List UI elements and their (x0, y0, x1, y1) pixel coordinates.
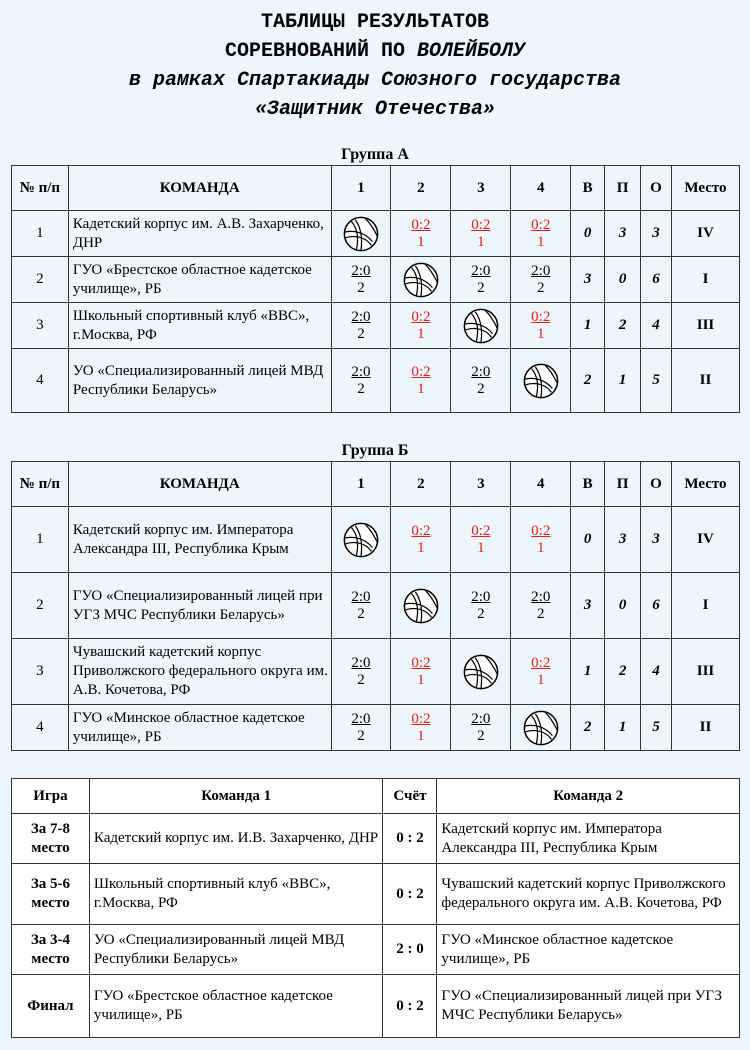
finals-header-score: Счёт (383, 779, 437, 814)
score (411, 364, 430, 398)
volleyball-icon (462, 307, 500, 345)
wins: 3 (571, 257, 605, 303)
group-a-header-row (12, 166, 740, 211)
match-score: 0 : 2 (383, 975, 437, 1038)
set-score: 2:0 (351, 654, 371, 671)
match-result (331, 257, 391, 303)
table-row (12, 507, 740, 573)
match-result (511, 211, 571, 257)
wins: 1 (571, 639, 605, 705)
match-points: 2 (357, 671, 365, 688)
match-result (391, 639, 451, 705)
finals-header-team1: Команда 1 (89, 779, 383, 814)
match-points: 1 (536, 233, 545, 250)
header-losses: П (605, 166, 641, 211)
row-number: 1 (12, 507, 69, 573)
score (471, 263, 490, 297)
team-name: ГУО «Минское областное кадетское училище», РБ (68, 705, 331, 751)
team-name: ГУО «Брестское областное кадетское училище», РБ (68, 257, 331, 303)
match-points: 2 (357, 279, 365, 296)
team-1: Кадетский корпус им. И.В. Захарченко, ДНР (89, 814, 383, 864)
title-line-1: ТАБЛИЦЫ РЕЗУЛЬТАТОВ (260, 11, 490, 34)
team-2: ГУО «Специализированный лицей при УГЗ МЧС Республики Беларусь» (437, 975, 740, 1038)
match-result (511, 507, 571, 573)
set-score: 2:0 (471, 363, 491, 380)
score (531, 523, 550, 557)
match-points: 1 (477, 233, 485, 250)
finals-table (11, 778, 740, 1038)
match-points: 2 (477, 380, 485, 397)
score (351, 263, 370, 297)
score (471, 523, 490, 557)
match-points: 2 (536, 279, 545, 296)
match-result (331, 705, 391, 751)
losses: 0 (605, 573, 641, 639)
game-name: За 5-6 место (12, 864, 90, 925)
match-points: 2 (357, 605, 365, 622)
match-result (511, 639, 571, 705)
points: 3 (641, 211, 672, 257)
match-points: 1 (417, 539, 425, 556)
table-row (12, 864, 740, 925)
self-match-cell (451, 639, 511, 705)
match-result (511, 257, 571, 303)
wins: 2 (571, 705, 605, 751)
table-row (12, 573, 740, 639)
points: 5 (641, 349, 672, 413)
score (531, 309, 550, 343)
match-result (451, 573, 511, 639)
set-score: 0:2 (471, 522, 491, 539)
match-result (511, 573, 571, 639)
wins: 0 (571, 507, 605, 573)
finals-header-team2: Команда 2 (437, 779, 740, 814)
row-number: 4 (12, 705, 69, 751)
header-col-3: 3 (451, 166, 511, 211)
losses: 2 (605, 303, 641, 349)
match-result (391, 507, 451, 573)
team-name: Чувашский кадетский корпус Приволжского федерального округа им. А.В. Кочетова, РФ (68, 639, 331, 705)
self-match-cell (451, 303, 511, 349)
self-match-cell (331, 507, 391, 573)
match-result (391, 349, 451, 413)
table-row (12, 639, 740, 705)
set-score: 2:0 (531, 588, 551, 605)
match-points: 1 (417, 325, 425, 342)
set-score: 0:2 (531, 522, 551, 539)
losses: 2 (605, 639, 641, 705)
set-score: 2:0 (531, 262, 551, 279)
place: IV (671, 211, 739, 257)
match-score: 0 : 2 (383, 864, 437, 925)
score (351, 655, 370, 689)
points: 4 (641, 303, 672, 349)
team-2: Кадетский корпус им. Императора Александра III, Республика Крым (437, 814, 740, 864)
row-number: 4 (12, 349, 69, 413)
match-result (331, 349, 391, 413)
score (471, 217, 490, 251)
volleyball-icon (402, 587, 440, 625)
score (471, 711, 490, 745)
match-result (391, 705, 451, 751)
score (531, 263, 550, 297)
header-col-4: 4 (511, 166, 571, 211)
game-name: За 7-8 место (12, 814, 90, 864)
score (351, 309, 370, 343)
header-col-2: 2 (391, 166, 451, 211)
score (531, 217, 550, 251)
header-col-4: 4 (511, 462, 571, 507)
set-score: 2:0 (471, 710, 491, 727)
match-points: 1 (417, 380, 425, 397)
match-result (331, 573, 391, 639)
match-points: 1 (417, 671, 425, 688)
row-number: 2 (12, 257, 69, 303)
table-row (12, 349, 740, 413)
row-number: 3 (12, 639, 69, 705)
match-points: 1 (536, 325, 545, 342)
group-b-header-row (12, 462, 740, 507)
self-match-cell (391, 257, 451, 303)
row-number: 2 (12, 573, 69, 639)
points: 6 (641, 257, 672, 303)
match-result (391, 211, 451, 257)
match-result (451, 211, 511, 257)
table-row (12, 814, 740, 864)
team-1: ГУО «Брестское областное кадетское училище», РБ (89, 975, 383, 1038)
set-score: 2:0 (351, 262, 371, 279)
score (351, 589, 370, 623)
row-number: 1 (12, 211, 69, 257)
team-2: Чувашский кадетский корпус Приволжского федерального округа им. А.В. Кочетова, РФ (437, 864, 740, 925)
points: 6 (641, 573, 672, 639)
group-a-title: Группа А (341, 146, 409, 163)
wins: 2 (571, 349, 605, 413)
game-name: За 3-4 место (12, 925, 90, 975)
match-result (511, 303, 571, 349)
losses: 0 (605, 257, 641, 303)
team-2: ГУО «Минское областное кадетское училище», РБ (437, 925, 740, 975)
match-points: 2 (477, 727, 485, 744)
header-num: № п/п (12, 166, 69, 211)
set-score: 2:0 (471, 588, 491, 605)
match-result (331, 303, 391, 349)
header-col-3: 3 (451, 462, 511, 507)
table-row (12, 975, 740, 1038)
title-line-3: в рамках Спартакиады Союзного государства (128, 69, 622, 92)
self-match-cell (331, 211, 391, 257)
match-points: 1 (477, 539, 485, 556)
match-result (391, 303, 451, 349)
score (351, 711, 370, 745)
header-team: КОМАНДА (68, 462, 331, 507)
header-place: Место (671, 462, 739, 507)
score (411, 711, 430, 745)
match-result (451, 507, 511, 573)
match-points: 1 (417, 233, 425, 250)
place: I (671, 257, 739, 303)
header-losses: П (605, 462, 641, 507)
row-number: 3 (12, 303, 69, 349)
score (471, 364, 490, 398)
place: II (671, 705, 739, 751)
score (531, 655, 550, 689)
match-score: 2 : 0 (383, 925, 437, 975)
score (411, 523, 430, 557)
match-result (451, 257, 511, 303)
header-wins: В (571, 462, 605, 507)
score (351, 364, 370, 398)
group-b-title: Группа Б (341, 442, 409, 459)
score (411, 655, 430, 689)
losses: 3 (605, 507, 641, 573)
self-match-cell (511, 705, 571, 751)
wins: 1 (571, 303, 605, 349)
score (411, 217, 430, 251)
table-row (12, 705, 740, 751)
match-result (451, 705, 511, 751)
header-wins: В (571, 166, 605, 211)
team-name: Школьный спортивный клуб «ВВС», г.Москва, РФ (68, 303, 331, 349)
set-score: 0:2 (531, 216, 551, 233)
place: I (671, 573, 739, 639)
volleyball-icon (342, 521, 380, 559)
volleyball-icon (402, 261, 440, 299)
finals-header-game: Игра (12, 779, 90, 814)
points: 4 (641, 639, 672, 705)
match-points: 2 (357, 727, 365, 744)
set-score: 0:2 (411, 710, 431, 727)
wins: 0 (571, 211, 605, 257)
set-score: 2:0 (471, 262, 491, 279)
header-col-1: 1 (331, 166, 391, 211)
team-name: Кадетский корпус им. Императора Александра III, Республика Крым (68, 507, 331, 573)
score (531, 589, 550, 623)
team-1: Школьный спортивный клуб «ВВС», г.Москва, РФ (89, 864, 383, 925)
losses: 1 (605, 705, 641, 751)
set-score: 2:0 (351, 308, 371, 325)
set-score: 0:2 (471, 216, 491, 233)
match-points: 2 (357, 380, 365, 397)
match-points: 1 (417, 727, 425, 744)
volleyball-icon (342, 215, 380, 253)
set-score: 2:0 (351, 710, 371, 727)
table-row (12, 303, 740, 349)
title-line-2 (0, 37, 750, 66)
team-name: Кадетский корпус им. А.В. Захарченко, ДНР (68, 211, 331, 257)
table-row (12, 925, 740, 975)
group-b-table (11, 461, 740, 751)
set-score: 0:2 (411, 522, 431, 539)
title-line-2a: СОРЕВНОВАНИЙ ПО (224, 40, 417, 63)
place: III (671, 303, 739, 349)
header-col-2: 2 (391, 462, 451, 507)
losses: 3 (605, 211, 641, 257)
set-score: 0:2 (411, 654, 431, 671)
volleyball-icon (522, 709, 560, 747)
score (411, 309, 430, 343)
points: 5 (641, 705, 672, 751)
match-points: 2 (536, 605, 545, 622)
set-score: 0:2 (411, 363, 431, 380)
match-points: 2 (477, 279, 485, 296)
set-score: 0:2 (411, 308, 431, 325)
place: II (671, 349, 739, 413)
place: III (671, 639, 739, 705)
set-score: 0:2 (411, 216, 431, 233)
losses: 1 (605, 349, 641, 413)
group-a-table (11, 165, 740, 413)
self-match-cell (511, 349, 571, 413)
title-line-2b: ВОЛЕЙБОЛУ (417, 40, 526, 63)
volleyball-icon (462, 653, 500, 691)
header-points: О (641, 166, 672, 211)
match-points: 1 (536, 539, 545, 556)
match-points: 2 (357, 325, 365, 342)
set-score: 0:2 (531, 308, 551, 325)
team-1: УО «Специализированный лицей МВД Республики Беларусь» (89, 925, 383, 975)
game-name: Финал (12, 975, 90, 1038)
place: IV (671, 507, 739, 573)
table-row (12, 257, 740, 303)
document-title (0, 8, 750, 124)
match-result (451, 349, 511, 413)
match-points: 2 (477, 605, 485, 622)
volleyball-icon (522, 362, 560, 400)
set-score: 0:2 (531, 654, 551, 671)
team-name: ГУО «Специализированный лицей при УГЗ МЧС Республики Беларусь» (68, 573, 331, 639)
finals-header-row (12, 779, 740, 814)
points: 3 (641, 507, 672, 573)
match-result (331, 639, 391, 705)
set-score: 2:0 (351, 363, 371, 380)
header-team: КОМАНДА (68, 166, 331, 211)
header-num: № п/п (12, 462, 69, 507)
match-points: 1 (536, 671, 545, 688)
header-col-1: 1 (331, 462, 391, 507)
header-points: О (641, 462, 672, 507)
match-score: 0 : 2 (383, 814, 437, 864)
team-name: УО «Специализированный лицей МВД Республики Беларусь» (68, 349, 331, 413)
set-score: 2:0 (351, 588, 371, 605)
self-match-cell (391, 573, 451, 639)
table-row (12, 211, 740, 257)
header-place: Место (671, 166, 739, 211)
title-line-4: «Защитник Отечества» (254, 98, 496, 121)
score (471, 589, 490, 623)
wins: 3 (571, 573, 605, 639)
